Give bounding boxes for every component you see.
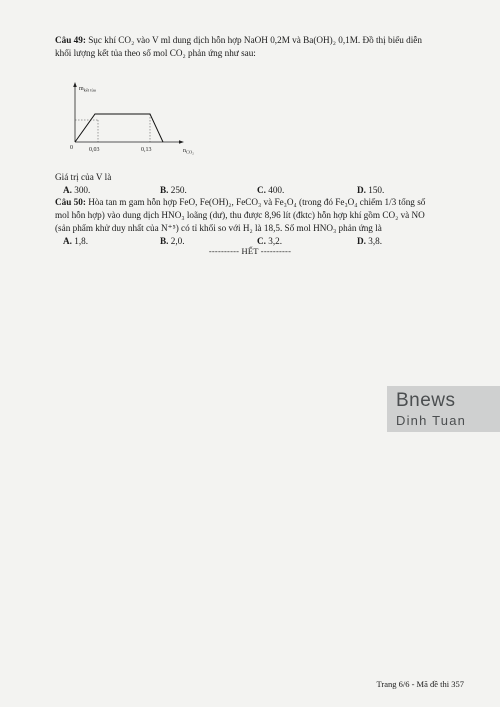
tick-label-1: 0,03: [89, 147, 100, 153]
y-axis-arrow: [73, 82, 77, 87]
watermark-brand: Bnews: [396, 390, 456, 411]
q49-answer-c: C. 400.: [257, 185, 285, 195]
question-49-label: Câu 49:: [55, 35, 86, 45]
precipitate-graph: [60, 78, 210, 168]
q50-answer-b: B. 2,0.: [160, 236, 185, 246]
q49-answer-a: A. 300.: [63, 185, 91, 195]
graph-svg: [60, 78, 210, 168]
origin-label: 0: [70, 145, 73, 151]
q50-answer-a: A. 1,8.: [63, 236, 89, 246]
watermark-box: [387, 386, 500, 432]
question-50-label: Câu 50:: [55, 197, 86, 207]
q49-answer-b: B. 250.: [160, 185, 187, 195]
question-49-text-line1: Sục khí CO₂ vào V ml dung dịch hỗn hợp NaOH 0,2M và Ba(OH)₂ 0,1M. Đồ thị biểu diễn: [85, 35, 422, 45]
question-49-prompt: Giá trị của V là: [55, 172, 112, 182]
q50-answer-c: C. 3,2.: [257, 236, 283, 246]
page-footer: Trang 6/6 - Mã đề thi 357: [376, 679, 464, 689]
q50-answer-d: D. 3,8.: [357, 236, 383, 246]
y-axis-label: $m_{kết tủa}$: [79, 86, 96, 93]
x-axis-arrow: [179, 140, 184, 144]
question-50-line1: Hòa tan m gam hỗn hợp FeO, Fe(OH)₂, FeCO₃ và Fe₃O₄ (trong đó Fe₃O₄ chiếm 1/3 tổng số: [85, 197, 426, 207]
question-50-line3: (sản phẩm khử duy nhất của N⁺⁵) có tỉ khối so với H₂ là 18,5. Số mol HNO₃ phản ứng là: [55, 222, 382, 233]
question-49: [55, 34, 475, 60]
question-50: [55, 196, 475, 234]
q49-answer-d: D. 150.: [357, 185, 385, 195]
question-49-text-line2: khối lượng kết tủa theo số mol CO₂ phản ứng như sau:: [55, 47, 256, 58]
watermark-name: Dinh Tuan: [396, 413, 467, 428]
x-axis-label: $n_{CO_2}$: [183, 148, 194, 155]
tick-label-2: 0,13: [141, 147, 152, 153]
question-50-line2: mol hỗn hợp) vào dung dịch HNO₃ loãng (dư), thu được 8,96 lít (đktc) hỗn hợp khí gồm CO₂ và NO: [55, 209, 425, 220]
end-marker: ---------- HẾT ----------: [208, 246, 292, 256]
